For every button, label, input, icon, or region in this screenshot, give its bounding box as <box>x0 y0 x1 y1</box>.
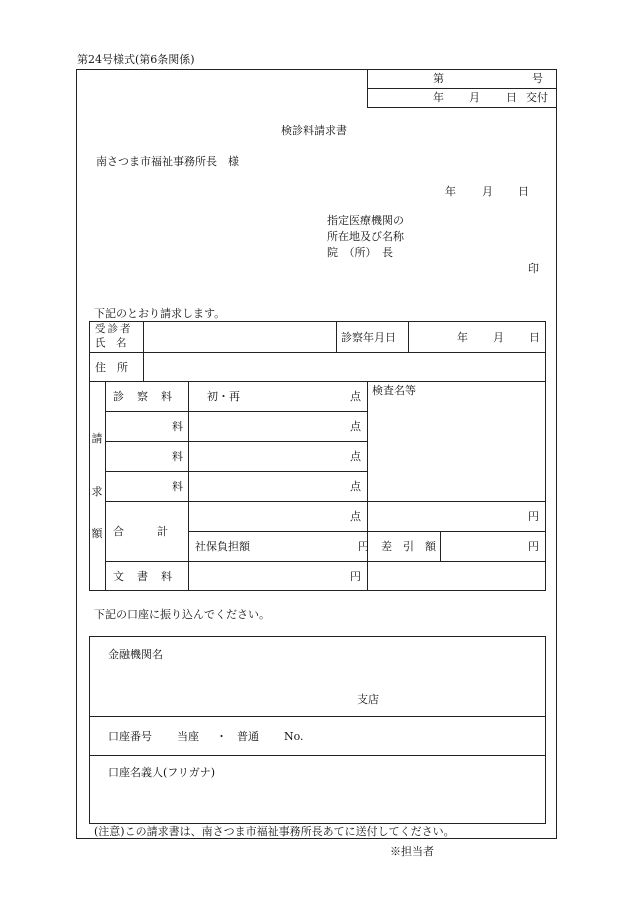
exam-date-label: 診察年月日 <box>341 331 396 344</box>
total-label: 合 計 <box>113 525 168 538</box>
patient-name-label-2: 氏 名 <box>95 337 127 349</box>
row-line-2 <box>105 441 367 442</box>
difference-divider <box>440 531 441 561</box>
label-col-divider <box>188 381 189 591</box>
row-unit-3: 点 <box>350 450 361 463</box>
account-no-label: No. <box>284 730 304 743</box>
issue-day: 日 <box>506 91 517 104</box>
seal-mark: 印 <box>528 262 539 275</box>
patient-row-bottom <box>89 352 546 353</box>
difference-label: 差 引 額 <box>381 540 436 553</box>
row-label-3: 料 <box>172 450 183 463</box>
account-number-label: 口座番号 <box>108 730 152 743</box>
row-unit-1: 点 <box>350 390 361 403</box>
bank-institution-label: 金融機関名 <box>108 648 163 661</box>
document-title: 検診料請求書 <box>281 124 347 137</box>
issue-number-dai: 第 <box>433 72 444 85</box>
address-label: 住 所 <box>95 361 128 374</box>
side-label-1: 請 <box>91 432 103 445</box>
document-fee-label: 文 書 料 <box>113 570 173 583</box>
side-label-2: 求 <box>91 485 103 498</box>
date-day: 日 <box>518 185 529 198</box>
bank-intro: 下記の口座に振り込んでください。 <box>94 608 270 621</box>
institution-line2: 所在地及び名称 <box>327 230 404 243</box>
row-label-exam-fee: 診 察 料 <box>113 390 173 403</box>
staff-label: ※担当者 <box>390 845 434 858</box>
row-line-6 <box>105 561 546 562</box>
issue-number-go: 号 <box>532 72 543 85</box>
patient-label-divider <box>143 321 144 352</box>
account-holder-label: 口座名義人(フリガナ) <box>108 766 216 779</box>
bank-table <box>89 636 546 824</box>
exam-year: 年 <box>457 331 468 344</box>
bank-line-2 <box>89 755 546 756</box>
total-unit: 点 <box>350 510 361 523</box>
exam-name-label: 検査名等 <box>372 384 416 397</box>
issue-issued: 交付 <box>526 91 548 104</box>
claim-table <box>89 321 546 591</box>
bank-branch-label: 支店 <box>357 693 379 706</box>
side-label-divider <box>105 381 106 591</box>
issue-box-midline <box>367 88 557 89</box>
exam-date-label-left <box>336 321 337 352</box>
insurance-label: 社保負担額 <box>195 540 250 553</box>
institution-line3: 院 （所） 長 <box>327 246 393 259</box>
date-year: 年 <box>445 185 456 198</box>
document-fee-unit: 円 <box>350 570 361 583</box>
row-label-4: 料 <box>172 480 183 493</box>
account-type-current: 当座 <box>177 730 199 743</box>
insurance-unit: 円 <box>358 540 369 553</box>
notice-text: (注意)この請求書は、南さつま市福祉事務所長あてに送付してください。 <box>94 825 455 838</box>
row-line-5 <box>188 531 546 532</box>
exam-date-label-right <box>408 321 409 352</box>
exam-month: 月 <box>493 331 504 344</box>
patient-name-label-1: 受診者 <box>95 323 133 335</box>
address-label-divider <box>143 352 144 381</box>
row-unit-4: 点 <box>350 480 361 493</box>
institution-line1: 指定医療機関の <box>327 214 404 227</box>
bank-line-1 <box>89 716 546 717</box>
row-line-3 <box>105 471 367 472</box>
difference-unit: 円 <box>528 540 539 553</box>
points-col-divider <box>367 381 368 591</box>
row-line-1 <box>105 411 367 412</box>
row-label-2: 料 <box>172 420 183 433</box>
account-type-dot: ・ <box>216 730 227 743</box>
row-unit-2: 点 <box>350 420 361 433</box>
issue-year: 年 <box>433 91 444 104</box>
date-month: 月 <box>482 185 493 198</box>
address-row-bottom <box>89 381 546 382</box>
addressee: 南さつま市福祉事務所長 様 <box>96 155 239 168</box>
exam-day: 日 <box>529 331 540 344</box>
issue-month: 月 <box>469 91 480 104</box>
request-intro: 下記のとおり請求します。 <box>94 307 226 320</box>
side-label-3: 額 <box>91 527 103 540</box>
row-line-4 <box>105 501 546 502</box>
issue-box-bottomline <box>367 107 557 108</box>
total-yen: 円 <box>528 510 539 523</box>
form-number: 第24号様式(第6条関係) <box>77 53 195 66</box>
row-detail-first-repeat: 初・再 <box>207 390 240 403</box>
account-type-ordinary: 普通 <box>237 730 259 743</box>
